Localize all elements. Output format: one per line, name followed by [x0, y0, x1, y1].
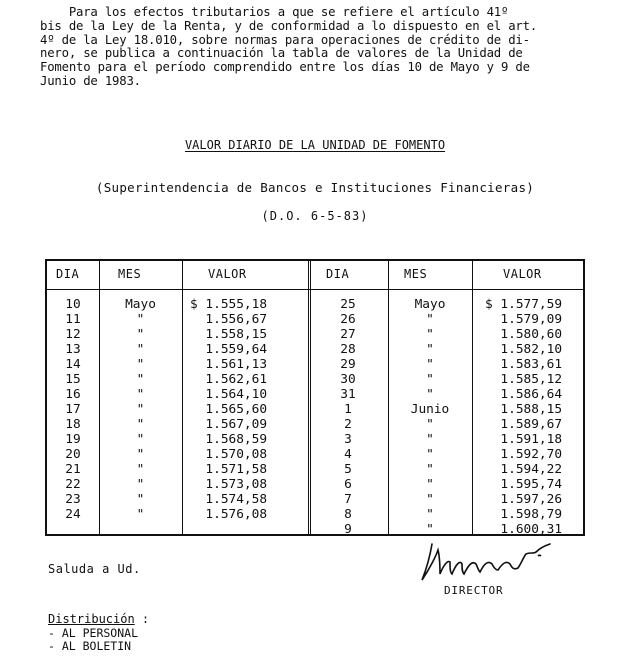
header-valor-right: VALOR	[503, 267, 542, 281]
valor-cell: 1.570,08	[190, 447, 268, 462]
valor-cell: 1.600,31	[485, 522, 563, 537]
document-subtitle: (Superintendencia de Bancos e Instituciones Financieras)	[95, 180, 535, 195]
mes-cell: "	[426, 417, 434, 432]
valor-cell: 1.594,22	[485, 462, 563, 477]
intro-paragraph	[40, 6, 620, 89]
mes-cell: "	[136, 357, 145, 372]
valor-cell: 1.591,18	[485, 432, 563, 447]
mes-cell: "	[426, 507, 434, 522]
valor-cell: 1.579,09	[485, 312, 563, 327]
mes-cell: "	[136, 372, 145, 387]
valor-cell: 1.598,79	[485, 507, 563, 522]
dia-cell: 3	[344, 432, 352, 447]
mes-cell: Junio	[410, 402, 450, 417]
left-mes-column	[99, 297, 182, 522]
mes-cell: "	[136, 417, 145, 432]
mes-cell: "	[426, 447, 434, 462]
left-dia-column	[47, 297, 99, 522]
dia-cell: 6	[344, 477, 352, 492]
dia-cell: 12	[65, 327, 81, 342]
valor-cell: 1.561,13	[190, 357, 268, 372]
dia-cell: 2	[344, 417, 352, 432]
distribution-item: - AL BOLETIN	[48, 639, 132, 653]
valor-cell: 1.574,58	[190, 492, 268, 507]
mes-cell: "	[426, 522, 434, 537]
header-dia-left: DIA	[56, 267, 80, 281]
valor-cell: 1.556,67	[190, 312, 268, 327]
closing-greeting: Saluda a Ud.	[48, 562, 141, 576]
mes-cell: Mayo	[414, 297, 446, 312]
valor-cell: 1.592,70	[485, 447, 563, 462]
mes-cell: "	[136, 327, 145, 342]
dia-cell: 8	[344, 507, 352, 522]
header-mes-right: MES	[404, 267, 428, 281]
valor-cell: 1.576,08	[190, 507, 268, 522]
mes-cell: "	[426, 312, 434, 327]
dia-cell: 5	[344, 462, 352, 477]
mes-cell: "	[136, 312, 145, 327]
mes-cell: "	[136, 432, 145, 447]
mes-cell: "	[426, 462, 434, 477]
mes-cell: "	[136, 507, 145, 522]
mes-cell: Mayo	[125, 297, 156, 312]
header-mes-left: MES	[118, 267, 142, 281]
dia-cell: 17	[65, 402, 81, 417]
mes-cell: "	[426, 372, 434, 387]
header-valor-left: VALOR	[208, 267, 247, 281]
dia-cell: 21	[65, 462, 81, 477]
valor-cell: 1.559,64	[190, 342, 268, 357]
mes-cell: "	[426, 342, 434, 357]
dia-cell: 15	[65, 372, 81, 387]
dia-cell: 13	[65, 342, 81, 357]
mes-cell: "	[136, 477, 145, 492]
director-signature	[400, 534, 560, 586]
distribution-label: Distribución :	[48, 612, 150, 626]
header-dia-right: DIA	[326, 267, 350, 281]
valor-cell: 1.589,67	[485, 417, 563, 432]
dia-cell: 30	[340, 372, 356, 387]
dia-cell: 9	[344, 522, 352, 537]
valor-cell: 1.573,08	[190, 477, 268, 492]
valor-cell: 1.562,61	[190, 372, 268, 387]
intro-line: bis de la Ley de la Renta, y de conformidad a lo dispuesto en el art.	[40, 18, 538, 33]
intro-line: Para los efectos tributarios a que se refiere el artículo 41º	[40, 5, 509, 19]
dia-cell: 4	[344, 447, 352, 462]
uf-values-table	[45, 259, 585, 536]
intro-line: Junio de 1983.	[40, 73, 141, 88]
distribution-list	[48, 627, 138, 653]
valor-cell: 1.583,61	[485, 357, 563, 372]
header-divider	[47, 289, 583, 290]
mes-cell: "	[136, 342, 145, 357]
dia-cell: 25	[340, 297, 356, 312]
right-valor-column	[485, 297, 562, 537]
valor-cell: 1.588,15	[485, 402, 563, 417]
valor-cell: 1.586,64	[485, 387, 563, 402]
valor-cell: 1.585,12	[485, 372, 563, 387]
document-title: VALOR DIARIO DE LA UNIDAD DE FOMENTO	[184, 138, 446, 152]
signer-title: DIRECTOR	[444, 584, 504, 597]
mes-cell: "	[426, 387, 434, 402]
mes-cell: "	[136, 462, 145, 477]
mes-cell: "	[426, 492, 434, 507]
dia-cell: 31	[340, 387, 356, 402]
dia-cell: 24	[65, 507, 81, 522]
valor-cell: $ 1.577,59	[485, 297, 563, 312]
valor-cell: 1.595,74	[485, 477, 563, 492]
dia-cell: 27	[340, 327, 356, 342]
valor-cell: 1.564,10	[190, 387, 268, 402]
valor-cell: 1.571,58	[190, 462, 268, 477]
valor-cell: 1.568,59	[190, 432, 268, 447]
mes-cell: "	[136, 402, 145, 417]
right-dia-column	[308, 297, 388, 537]
mes-cell: "	[426, 477, 434, 492]
mes-cell: "	[136, 492, 145, 507]
valor-cell: 1.565,60	[190, 402, 268, 417]
valor-cell: 1.582,10	[485, 342, 563, 357]
dia-cell: 18	[65, 417, 81, 432]
dia-cell: 19	[65, 432, 81, 447]
diario-oficial-reference: (D.O. 6-5-83)	[261, 209, 369, 223]
dia-cell: 10	[65, 297, 81, 312]
right-mes-column	[388, 297, 472, 537]
dia-cell: 20	[65, 447, 81, 462]
intro-line: 4º de la Ley 18.010, sobre normas para operaciones de crédito de di-	[40, 32, 530, 47]
valor-cell: 1.567,09	[190, 417, 268, 432]
dia-cell: 1	[344, 402, 352, 417]
dia-cell: 23	[65, 492, 81, 507]
mes-cell: "	[136, 447, 145, 462]
valor-cell: 1.558,15	[190, 327, 268, 342]
dia-cell: 7	[344, 492, 352, 507]
dia-cell: 22	[65, 477, 81, 492]
valor-cell: 1.580,60	[485, 327, 563, 342]
mes-cell: "	[136, 387, 145, 402]
mes-cell: "	[426, 357, 434, 372]
dia-cell: 26	[340, 312, 356, 327]
column-divider	[182, 261, 183, 534]
dia-cell: 28	[340, 342, 356, 357]
dia-cell: 16	[65, 387, 81, 402]
valor-cell: $ 1.555,18	[190, 297, 268, 312]
mes-cell: "	[426, 327, 434, 342]
dia-cell: 29	[340, 357, 356, 372]
dia-cell: 11	[65, 312, 81, 327]
mes-cell: "	[426, 432, 434, 447]
intro-line: nero, se publica a continuación la tabla de valores de la Unidad de	[40, 46, 523, 61]
valor-cell: 1.597,26	[485, 492, 563, 507]
intro-line: Fomento para el período comprendido entre los días 10 de Mayo y 9 de	[40, 60, 530, 75]
column-divider	[472, 261, 473, 534]
dia-cell: 14	[65, 357, 81, 372]
distribution-item: - AL PERSONAL	[48, 626, 139, 640]
left-valor-column	[190, 297, 267, 522]
